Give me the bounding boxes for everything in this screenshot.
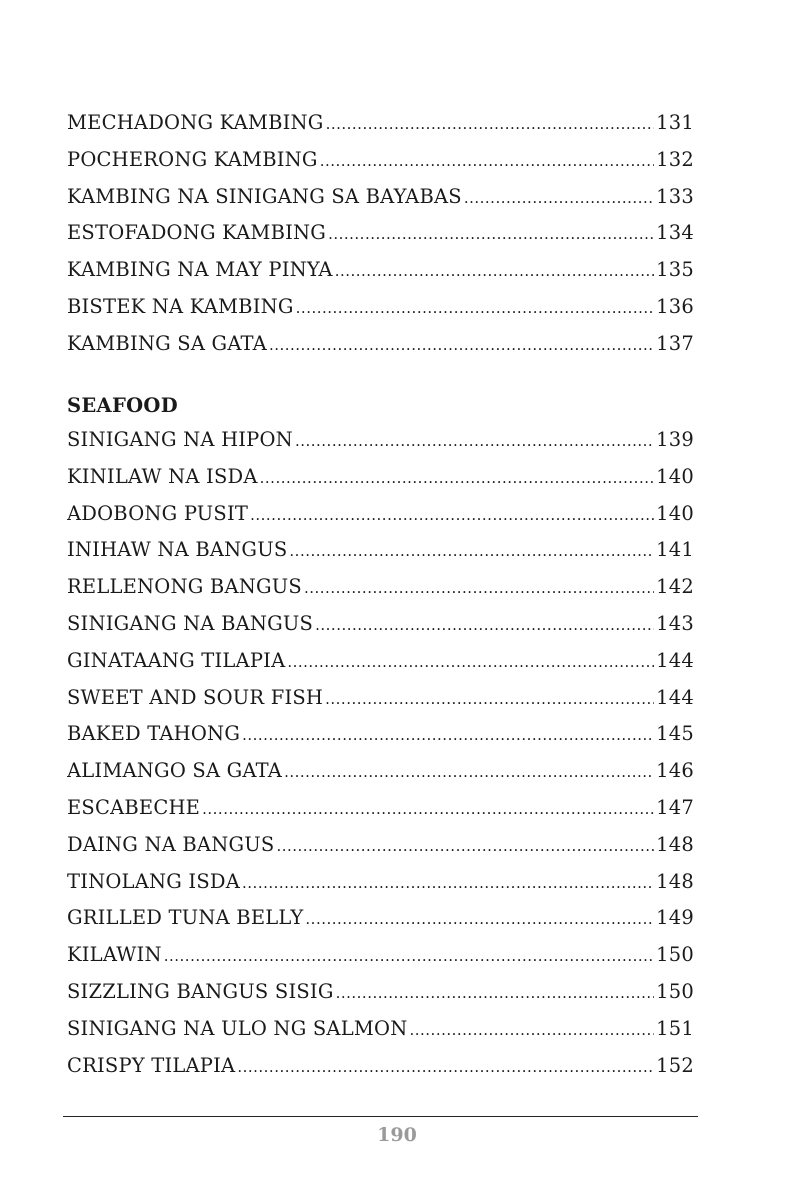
toc-entry-page: 151	[656, 1016, 694, 1040]
dot-leader	[202, 791, 654, 827]
toc-entry-page: 145	[656, 722, 694, 746]
toc-entry-page: 143	[656, 611, 694, 635]
toc-entry-title: SINIGANG NA BANGUS	[67, 611, 314, 635]
toc-entry-title: KILAWIN	[67, 943, 162, 967]
toc-entry-title: INIHAW NA BANGUS	[67, 538, 288, 562]
toc-entry-title: SWEET AND SOUR FISH	[67, 685, 324, 709]
toc-entry[interactable]	[67, 606, 694, 643]
dot-leader	[409, 1012, 654, 1048]
toc-entry[interactable]	[67, 459, 694, 496]
dot-leader	[260, 460, 655, 496]
toc-entry-page: 144	[656, 648, 694, 672]
toc-entry[interactable]	[67, 716, 694, 753]
dot-leader	[284, 754, 654, 790]
toc-entry-title: GINATAANG TILAPIA	[67, 648, 286, 672]
section-heading-seafood: SEAFOOD	[67, 394, 178, 417]
dot-leader	[336, 975, 655, 1011]
toc-entry-page: 146	[656, 759, 694, 783]
dot-leader	[242, 865, 654, 901]
dot-leader	[326, 106, 655, 142]
toc-entry-page: 150	[656, 979, 694, 1003]
toc-entry[interactable]	[67, 643, 694, 680]
toc-entry[interactable]	[67, 1048, 694, 1085]
toc-entry[interactable]	[67, 864, 694, 901]
dot-leader	[289, 533, 654, 569]
toc-entry-title: ESCABECHE	[67, 795, 201, 819]
footer-divider	[63, 1116, 698, 1117]
dot-leader	[269, 327, 654, 363]
toc-entry-title: KAMBING SA GATA	[67, 331, 267, 355]
toc-entry-page: 141	[656, 538, 694, 562]
toc-entry-title: BISTEK NA KAMBING	[67, 294, 294, 318]
toc-entry[interactable]	[67, 496, 694, 533]
toc-entry-title: CRISPY TILAPIA	[67, 1053, 236, 1077]
toc-entry[interactable]	[67, 252, 694, 289]
toc-entry[interactable]	[67, 215, 694, 252]
toc-entry-title: DAING NA BANGUS	[67, 832, 275, 856]
toc-entry-page: 149	[656, 906, 694, 930]
toc-entry-page: 131	[656, 111, 694, 134]
page-number: 190	[377, 1124, 417, 1146]
toc-entry-page: 148	[656, 869, 694, 893]
toc-entry-page: 152	[656, 1053, 694, 1077]
toc-entry[interactable]	[67, 326, 694, 363]
dot-leader	[464, 180, 654, 216]
toc-entry-title: POCHERONG KAMBING	[67, 147, 318, 171]
toc-entry[interactable]	[67, 105, 694, 142]
toc-entry-page: 137	[656, 331, 694, 355]
toc-entry[interactable]	[67, 753, 694, 790]
toc-entry-page: 144	[656, 685, 694, 709]
dot-leader	[242, 717, 654, 753]
toc-entry[interactable]	[67, 974, 694, 1011]
toc-list-kambing	[67, 105, 694, 363]
toc-entry-title: ALIMANGO SA GATA	[67, 759, 283, 783]
toc-entry-page: 147	[656, 795, 694, 819]
dot-leader	[296, 290, 655, 326]
toc-entry-page: 140	[656, 501, 694, 525]
toc-entry-title: SIZZLING BANGUS SISIG	[67, 979, 334, 1003]
toc-entry-page: 150	[656, 943, 694, 967]
toc-entry-title: KAMBING NA MAY PINYA	[67, 258, 333, 282]
toc-entry[interactable]	[67, 532, 694, 569]
toc-list-seafood	[67, 390, 694, 1084]
toc-entry-page: 139	[656, 428, 694, 451]
toc-entry[interactable]	[67, 937, 694, 974]
dot-leader	[237, 1049, 654, 1085]
toc-entry[interactable]	[67, 289, 694, 326]
dot-leader	[325, 681, 654, 717]
dot-leader	[335, 253, 654, 289]
toc-entry-page: 140	[656, 464, 694, 488]
toc-entry[interactable]	[67, 1011, 694, 1048]
dot-leader	[295, 423, 654, 459]
toc-entry-page: 142	[656, 575, 694, 599]
toc-entry-title: KINILAW NA ISDA	[67, 464, 258, 488]
toc-entry-title: BAKED TAHONG	[67, 722, 241, 746]
toc-entry-page: 148	[656, 832, 694, 856]
toc-entry-page: 136	[656, 294, 694, 318]
dot-leader	[276, 828, 654, 864]
toc-entry[interactable]	[67, 790, 694, 827]
toc-entry[interactable]	[67, 680, 694, 717]
toc-entry-title: KAMBING NA SINIGANG SA BAYABAS	[67, 184, 462, 208]
toc-entry[interactable]	[67, 900, 694, 937]
toc-entry[interactable]	[67, 179, 694, 216]
dot-leader	[250, 497, 654, 533]
toc-entry-title: SINIGANG NA HIPON	[67, 428, 293, 451]
toc-entry[interactable]	[67, 569, 694, 606]
toc-entry[interactable]	[67, 827, 694, 864]
dot-leader	[315, 607, 654, 643]
toc-entry-page: 134	[656, 221, 694, 245]
dot-leader	[328, 216, 654, 252]
toc-entry-title: GRILLED TUNA BELLY	[67, 906, 304, 930]
toc-entry-page: 135	[656, 258, 694, 282]
toc-entry-title: TINOLANG ISDA	[67, 869, 241, 893]
toc-entry-page: 132	[656, 147, 694, 171]
dot-leader	[304, 570, 654, 606]
toc-entry-title: ESTOFADONG KAMBING	[67, 221, 327, 245]
toc-entry-title: SINIGANG NA ULO NG SALMON	[67, 1016, 408, 1040]
toc-entry-title: MECHADONG KAMBING	[67, 111, 324, 134]
dot-leader	[164, 938, 654, 974]
toc-entry[interactable]	[67, 142, 694, 179]
dot-leader	[320, 143, 654, 179]
toc-entry[interactable]	[67, 422, 694, 459]
dot-leader	[305, 901, 654, 937]
toc-entry-title: ADOBONG PUSIT	[67, 501, 249, 525]
toc-entry-page: 133	[656, 184, 694, 208]
dot-leader	[287, 644, 654, 680]
toc-entry-title: RELLENONG BANGUS	[67, 575, 302, 599]
